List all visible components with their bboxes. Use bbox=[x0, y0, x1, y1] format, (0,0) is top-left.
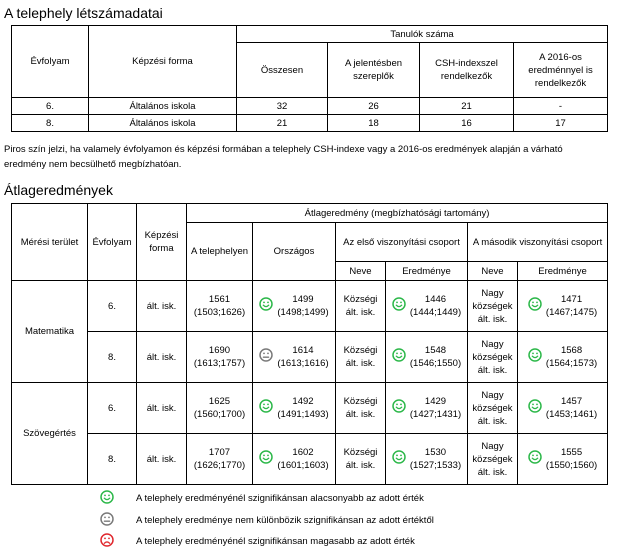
smiley-neutral-icon bbox=[259, 348, 273, 366]
smiley-sad-icon bbox=[100, 533, 136, 550]
header-elso: Az első viszonyítási csoport bbox=[336, 223, 468, 262]
smiley-happy-icon bbox=[392, 297, 406, 315]
smiley-happy-icon bbox=[259, 450, 273, 468]
cell-evfolyam: 6. bbox=[12, 98, 89, 115]
cell-forma: ált. isk. bbox=[137, 332, 187, 383]
smiley-happy-icon bbox=[528, 297, 542, 315]
cell-g1-neve: Községi ált. isk. bbox=[336, 434, 386, 485]
header-osszesen: Összesen bbox=[237, 43, 328, 98]
atlag-table bbox=[11, 203, 608, 485]
header-evfolyam: Évfolyam bbox=[88, 204, 137, 281]
table-row bbox=[12, 383, 608, 434]
smiley-happy-icon bbox=[259, 399, 273, 417]
cell-meresi-terulet: Szövegértés bbox=[12, 383, 88, 485]
smiley-happy-icon bbox=[528, 399, 542, 417]
cell-forma: Általános iskola bbox=[89, 98, 237, 115]
cell-orszagos: 1614 (1613;1616) bbox=[253, 332, 336, 383]
cell-evfolyam: 8. bbox=[88, 332, 137, 383]
header-eredmenye: Eredménye bbox=[386, 262, 468, 281]
smiley-happy-icon bbox=[528, 348, 542, 366]
cell-jelentesben: 26 bbox=[328, 98, 420, 115]
cell-g2-eredmenye: 1457 (1453;1461) bbox=[518, 383, 608, 434]
smiley-happy-icon bbox=[528, 450, 542, 468]
header-masodik: A második viszonyítási csoport bbox=[468, 223, 608, 262]
header-jelentesben: A jelentésben szereplők bbox=[328, 43, 420, 98]
cell-telephelyen: 1561 (1503;1626) bbox=[187, 281, 253, 332]
letszam-table bbox=[11, 25, 608, 132]
table-row bbox=[12, 434, 608, 485]
legend-label: A telephely eredményénél szignifikánsan alacsonyabb az adott érték bbox=[136, 493, 424, 504]
header-csh: CSH-indexszel rendelkezők bbox=[420, 43, 514, 98]
cell-orszagos: 1499 (1498;1499) bbox=[253, 281, 336, 332]
cell-g2-eredmenye: 1555 (1550;1560) bbox=[518, 434, 608, 485]
legend-label: A telephely eredménye nem különbözik szignifikánsan az adott értéktől bbox=[136, 515, 434, 526]
cell-orszagos: 1492 (1491;1493) bbox=[253, 383, 336, 434]
smiley-happy-icon bbox=[392, 450, 406, 468]
header-eredmenye: Eredménye bbox=[518, 262, 608, 281]
cell-2016: 17 bbox=[514, 115, 608, 132]
table-row bbox=[12, 332, 608, 383]
cell-csh: 16 bbox=[420, 115, 514, 132]
cell-g2-neve: Nagy községek ált. isk. bbox=[468, 281, 518, 332]
cell-forma: ált. isk. bbox=[137, 281, 187, 332]
cell-telephelyen: 1690 (1613;1757) bbox=[187, 332, 253, 383]
cell-forma: ált. isk. bbox=[137, 434, 187, 485]
cell-2016: - bbox=[514, 98, 608, 115]
cell-g1-neve: Községi ált. isk. bbox=[336, 281, 386, 332]
header-meresi-terulet: Mérési terület bbox=[12, 204, 88, 281]
header-neve: Neve bbox=[336, 262, 386, 281]
cell-orszagos: 1602 (1601;1603) bbox=[253, 434, 336, 485]
cell-g1-neve: Községi ált. isk. bbox=[336, 332, 386, 383]
cell-g1-neve: Községi ált. isk. bbox=[336, 383, 386, 434]
table-row bbox=[12, 281, 608, 332]
smiley-happy-icon bbox=[100, 490, 136, 507]
cell-forma: Általános iskola bbox=[89, 115, 237, 132]
cell-meresi-terulet: Matematika bbox=[12, 281, 88, 383]
legend-item bbox=[100, 533, 415, 550]
cell-osszesen: 21 bbox=[237, 115, 328, 132]
table-row bbox=[12, 98, 608, 115]
cell-forma: ált. isk. bbox=[137, 383, 187, 434]
cell-telephelyen: 1707 (1626;1770) bbox=[187, 434, 253, 485]
header-tanulok-szama: Tanulók száma bbox=[237, 26, 608, 43]
cell-jelentesben: 18 bbox=[328, 115, 420, 132]
section-title-letszam: A telephely létszámadatai bbox=[4, 5, 163, 21]
header-orszagos: Országos bbox=[253, 223, 336, 281]
legend-item bbox=[100, 512, 434, 529]
cell-g2-eredmenye: 1471 (1467;1475) bbox=[518, 281, 608, 332]
cell-g1-eredmenye: 1446 (1444;1449) bbox=[386, 281, 468, 332]
smiley-happy-icon bbox=[392, 348, 406, 366]
smiley-neutral-icon bbox=[100, 512, 136, 529]
note-text: Piros szín jelzi, ha valamely évfolyamon és képzési formában a telephely CSH-indexe vagy a 2016-os eredmények alapján a várható eredmény nem becsülhető megbízhatóan. bbox=[4, 144, 563, 170]
cell-telephelyen: 1625 (1560;1700) bbox=[187, 383, 253, 434]
cell-g1-eredmenye: 1530 (1527;1533) bbox=[386, 434, 468, 485]
section-title-atlag: Átlageredmények bbox=[4, 182, 113, 198]
header-2016: A 2016-os eredménnyel is rendelkezők bbox=[514, 43, 608, 98]
header-atlag: Átlageredmény (megbízhatósági tartomány) bbox=[187, 204, 608, 223]
smiley-happy-icon bbox=[392, 399, 406, 417]
cell-g2-neve: Nagy községek ált. isk. bbox=[468, 332, 518, 383]
cell-evfolyam: 8. bbox=[88, 434, 137, 485]
header-kepzesi-forma: Képzési forma bbox=[89, 26, 237, 98]
legend-label: A telephely eredményénél szignifikánsan magasabb az adott érték bbox=[136, 536, 415, 547]
header-kepzesi-forma: Képzési forma bbox=[137, 204, 187, 281]
cell-g2-eredmenye: 1568 (1564;1573) bbox=[518, 332, 608, 383]
header-evfolyam: Évfolyam bbox=[12, 26, 89, 98]
cell-g1-eredmenye: 1548 (1546;1550) bbox=[386, 332, 468, 383]
cell-g2-neve: Nagy községek ált. isk. bbox=[468, 434, 518, 485]
cell-osszesen: 32 bbox=[237, 98, 328, 115]
cell-g1-eredmenye: 1429 (1427;1431) bbox=[386, 383, 468, 434]
header-telephelyen: A telephelyen bbox=[187, 223, 253, 281]
header-neve: Neve bbox=[468, 262, 518, 281]
cell-csh: 21 bbox=[420, 98, 514, 115]
cell-evfolyam: 6. bbox=[88, 281, 137, 332]
cell-g2-neve: Nagy községek ált. isk. bbox=[468, 383, 518, 434]
cell-evfolyam: 6. bbox=[88, 383, 137, 434]
cell-evfolyam: 8. bbox=[12, 115, 89, 132]
smiley-happy-icon bbox=[259, 297, 273, 315]
legend-item bbox=[100, 490, 424, 507]
table-row bbox=[12, 115, 608, 132]
